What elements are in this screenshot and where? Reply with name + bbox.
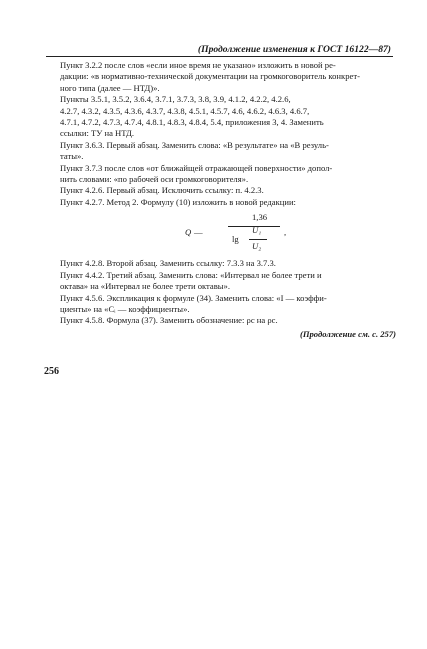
paragraph <box>46 60 396 94</box>
text-line: ного типа (далее — НТД)». <box>60 82 160 93</box>
header-rule <box>46 56 393 57</box>
text-line: Пункт 3.6.3. Первый абзац. Заменить слова: «В результате» на «В резуль- <box>60 139 329 150</box>
text-line: Пункт 4.5.6. Экспликация к формуле (34). Заменить слова: «I — коэффи- <box>60 292 327 303</box>
paragraph <box>46 140 396 163</box>
paragraph <box>46 258 396 269</box>
paragraph <box>46 315 396 326</box>
text-line: октава» на «Интервал не более трети октавы». <box>60 281 231 292</box>
formula-10 <box>46 212 396 256</box>
text-line: Пункты 3.5.1, 3.5.2, 3.6.4, 3.7.1, 3.7.3, 3.8, 3.9, 4.1.2, 4.2.2, 4.2.6, <box>60 94 291 105</box>
continuation-note: (Продолжение см. с. 257) <box>299 328 396 339</box>
inner-fraction-bar <box>249 239 267 240</box>
paragraph <box>46 293 396 316</box>
text-line: дакции: «в нормативно-технической документации на громкоговоритель конкрет- <box>60 71 360 82</box>
formula-u1: U₁ <box>252 225 262 236</box>
document-body <box>46 60 396 340</box>
formula-numerator: 1,36 <box>252 212 268 223</box>
paragraph <box>46 197 396 208</box>
text-line: ссылки: ТУ на НТД. <box>60 128 134 139</box>
text-line: Пункт 3.2.2 после слов «если иное время не указано» изложить в новой ре- <box>60 60 336 70</box>
formula-log: lg <box>232 234 239 245</box>
text-line: Пункт 4.2.7. Метод 2. Формулу (10) изложить в новой редакции: <box>60 196 296 207</box>
formula-lhs: Q <box>185 227 192 238</box>
text-line: нить словами: «по рабочей оси громкоговорителя». <box>60 174 249 185</box>
formula-u2: U₂ <box>252 241 262 252</box>
formula-operator: — <box>194 227 203 238</box>
formula-comma: , <box>284 227 287 238</box>
paragraph <box>46 270 396 293</box>
text-line: 4.7.1, 4.7.2, 4.7.3, 4.7.4, 4.8.1, 4.8.3, 4.8.4, 5.4, приложения 3, 4. Заменить <box>60 117 324 128</box>
text-line: 4.2.7, 4.3.2, 4.3.5, 4.3.6, 4.3.7, 4.3.8, 4.5.1, 4.5.7, 4.6, 4.6.2, 4.6.3, 4.6.7, <box>60 105 310 116</box>
paragraph <box>46 94 396 140</box>
text-line: таты». <box>60 151 84 162</box>
text-line: Пункт 4.5.8. Формула (37). Заменить обозначение: ρc на ρc. <box>60 315 278 326</box>
text-line: Пункт 4.2.8. Второй абзац. Заменить ссылку: 7.3.3 на 3.7.3. <box>60 258 276 269</box>
paragraph <box>46 185 396 196</box>
text-line: Пункт 4.4.2. Третий абзац. Заменить слова: «Интервал не более трети и <box>60 269 322 280</box>
text-line: Пункт 4.2.6. Первый абзац. Исключить ссылку: п. 4.2.3. <box>60 185 264 196</box>
page-number: 256 <box>44 366 59 377</box>
running-header: (Продолжение изменения к ГОСТ 16122—87) <box>197 44 391 55</box>
text-line: циенты» на «Cᵢ — коэффициенты». <box>60 303 190 314</box>
text-line: Пункт 3.7.3 после слов «от ближайщей отражающей поверхности» допол- <box>60 162 333 173</box>
paragraph <box>46 163 396 186</box>
